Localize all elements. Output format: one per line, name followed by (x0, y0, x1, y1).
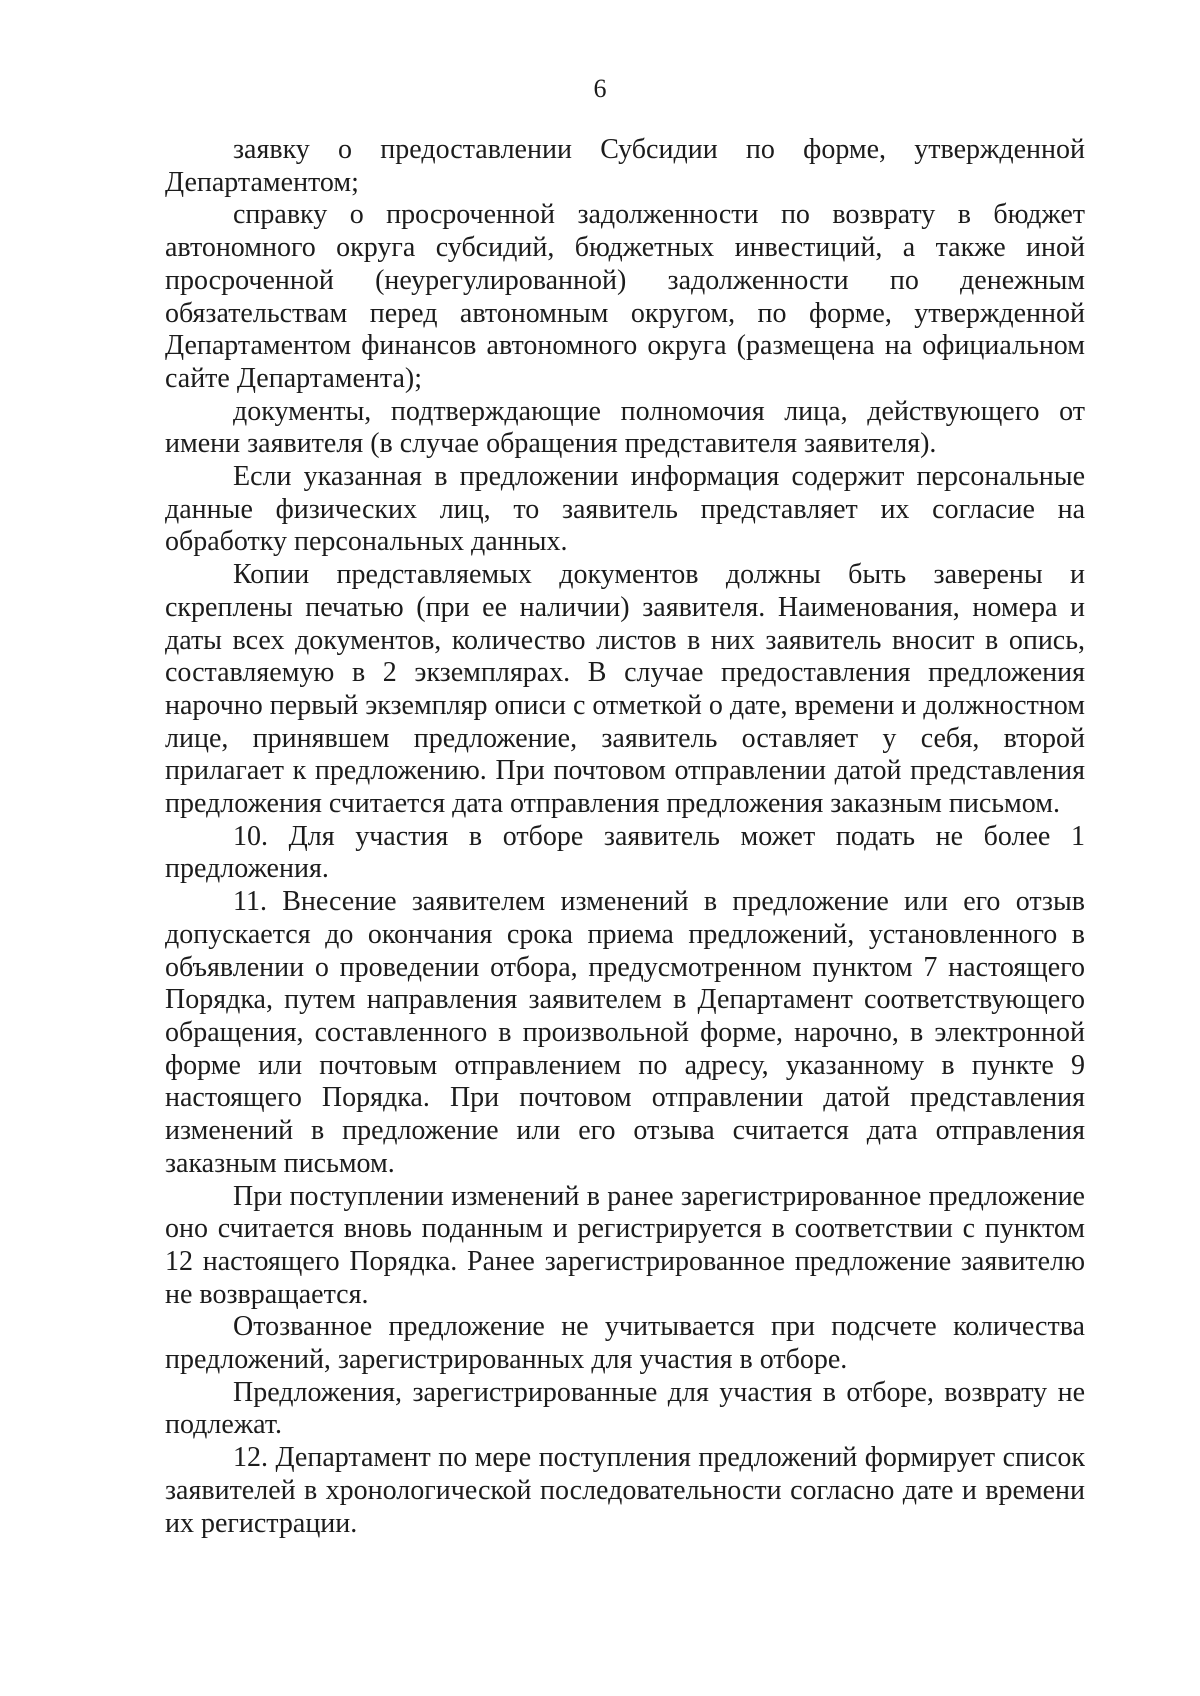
paragraph: Отозванное предложение не учитывается при подсчете количества предложений, зарегистрированных для участия в отборе. (165, 1311, 1085, 1376)
page-number: 6 (593, 74, 607, 103)
paragraph: Предложения, зарегистрированные для участия в отборе, возврату не подлежат. (165, 1376, 1085, 1441)
paragraph-item-10: 10. Для участия в отборе заявитель может подать не более 1 предложения. (165, 820, 1085, 885)
paragraph-item-11: 11. Внесение заявителем изменений в предложение или его отзыв допускается до окончания срока приема предложений, установленного в объявлении о проведении отбора, предусмотренном пунктом 7 настоящего Порядка, путем направления заявителем в Департамент соответствующего обращения, составленного в произвольной форме, нарочно, в электронной форме или почтовым отправлением по адресу, указанному в пункте 9 настоящего Порядка. При почтовом отправлении датой представления изменений в предложение или его отзыва считается дата отправления заказным письмом. (165, 886, 1085, 1179)
paragraph: заявку о предоставлении Субсидии по форме, утвержденной Департаментом; (165, 134, 1085, 198)
paragraph: документы, подтверждающие полномочия лица, действующего от имени заявителя (в случае обращения представителя заявителя). (165, 395, 1085, 460)
paragraph: справку о просроченной задолженности по возврату в бюджет автономного округа субсидий, бюджетных инвестиций, а также иной просроченной (неурегулированной) задолженности по денежным обязательствам перед автономным округом, по форме, утвержденной Департаментом финансов автономного округа (размещена на официальном сайте Департамента); (165, 199, 1085, 394)
paragraph-item-12: 12. Департамент по мере поступления предложений формирует список заявителей в хронологической последовательности согласно дате и времени их регистрации. (165, 1442, 1085, 1539)
paragraph: При поступлении изменений в ранее зарегистрированное предложение оно считается вновь поданным и регистрируется в соответствии с пунктом 12 настоящего Порядка. Ранее зарегистрированное предложение заявителю не возвращается. (165, 1180, 1085, 1310)
document-body (165, 134, 1085, 1540)
paragraph: Если указанная в предложении информация содержит персональные данные физических лиц, то заявитель представляет их согласие на обработку персональных данных. (165, 461, 1085, 558)
paragraph: Копии представляемых документов должны быть заверены и скреплены печатью (при ее наличии) заявителя. Наименования, номера и даты всех документов, количество листов в них заявитель вносит в опись, составляемую в 2 экземплярах. В случае предоставления предложения нарочно первый экземпляр описи с отметкой о дате, времени и должностном лице, принявшем предложение, заявитель оставляет у себя, второй прилагает к предложению. При почтовом отправлении датой представления предложения считается дата отправления предложения заказным письмом. (165, 559, 1085, 820)
